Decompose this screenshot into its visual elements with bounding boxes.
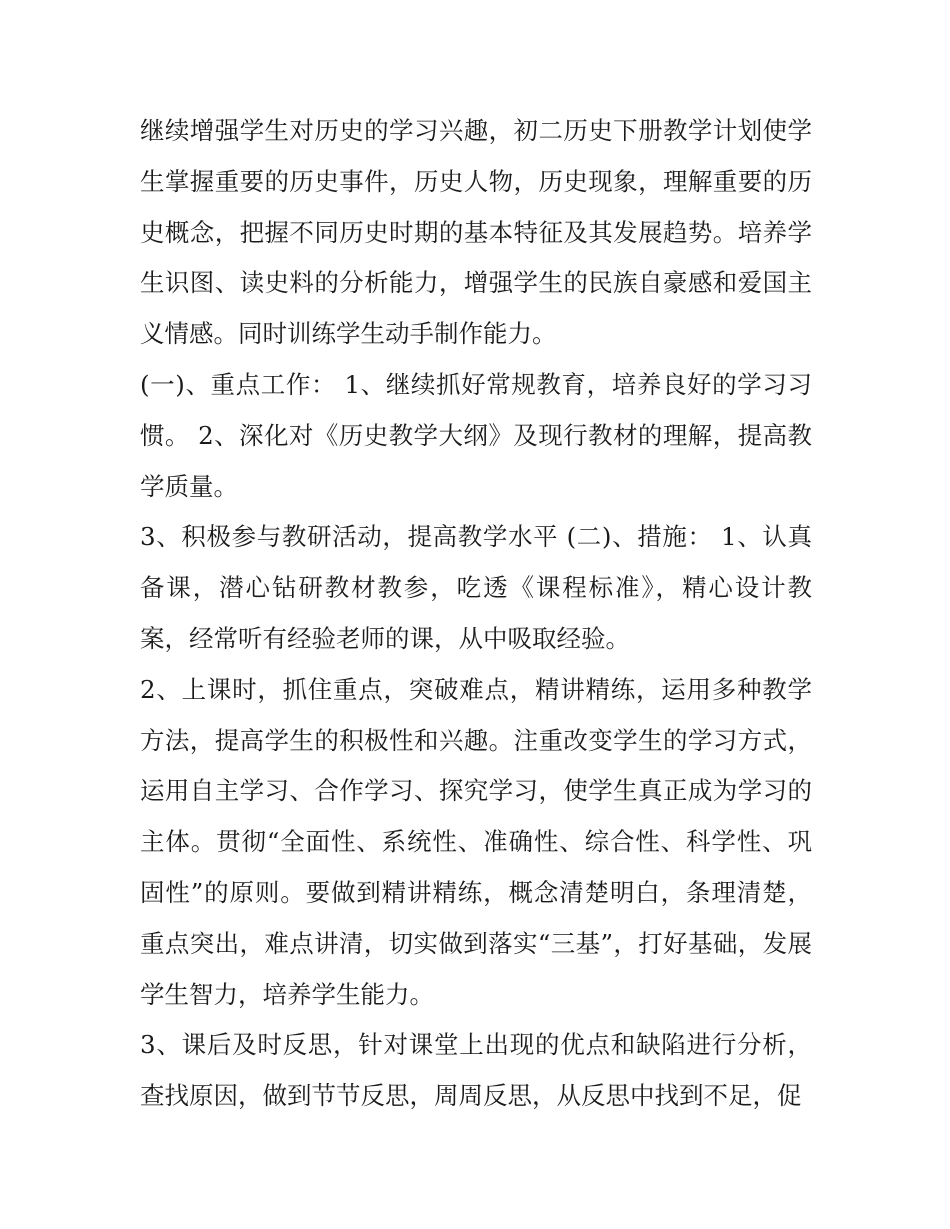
- paragraph-reflection: 3、课后及时反思，针对课堂上出现的优点和缺陷进行分析，查找原因，做到节节反思，周周反思，从反思中找到不足，促: [140, 1030, 812, 1111]
- paragraph-key-work: (一)、重点工作： 1、继续抓好常规教育，培养良好的学习习惯。 2、深化对《历史教学大纲》及现行教材的理解，提高教学质量。: [140, 369, 812, 501]
- paragraph-measures: 3、积极参与教研活动，提高教学水平 (二)、措施： 1、认真备课，潜心钻研教材教参，吃透《课程标准》，精心设计教案，经常听有经验老师的课，从中吸取经验。: [140, 522, 812, 653]
- document-body: [140, 106, 812, 1122]
- paragraph-goals: 继续增强学生对历史的学习兴趣，初二历史下册教学计划使学生掌握重要的历史事件，历史人物，历史现象，理解重要的历史概念，把握不同历史时期的基本特征及其发展趋势。培养学生识图、读史料的分析能力，增强学生的民族自豪感和爱国主义情感。同时训练学生动手制作能力。: [140, 116, 812, 349]
- paragraph-classroom: 2、上课时，抓住重点，突破难点，精讲精练，运用多种教学方法，提高学生的积极性和兴趣。注重改变学生的学习方式，运用自主学习、合作学习、探究学习，使学生真正成为学习的主体。贯彻“全面性、系统性、准确性、综合性、科学性、巩固性”的原则。要做到精讲精练，概念清楚明白，条理清楚，重点突出，难点讲清，切实做到落实“三基”，打好基础，发展学生智力，培养学生能力。: [140, 674, 812, 1009]
